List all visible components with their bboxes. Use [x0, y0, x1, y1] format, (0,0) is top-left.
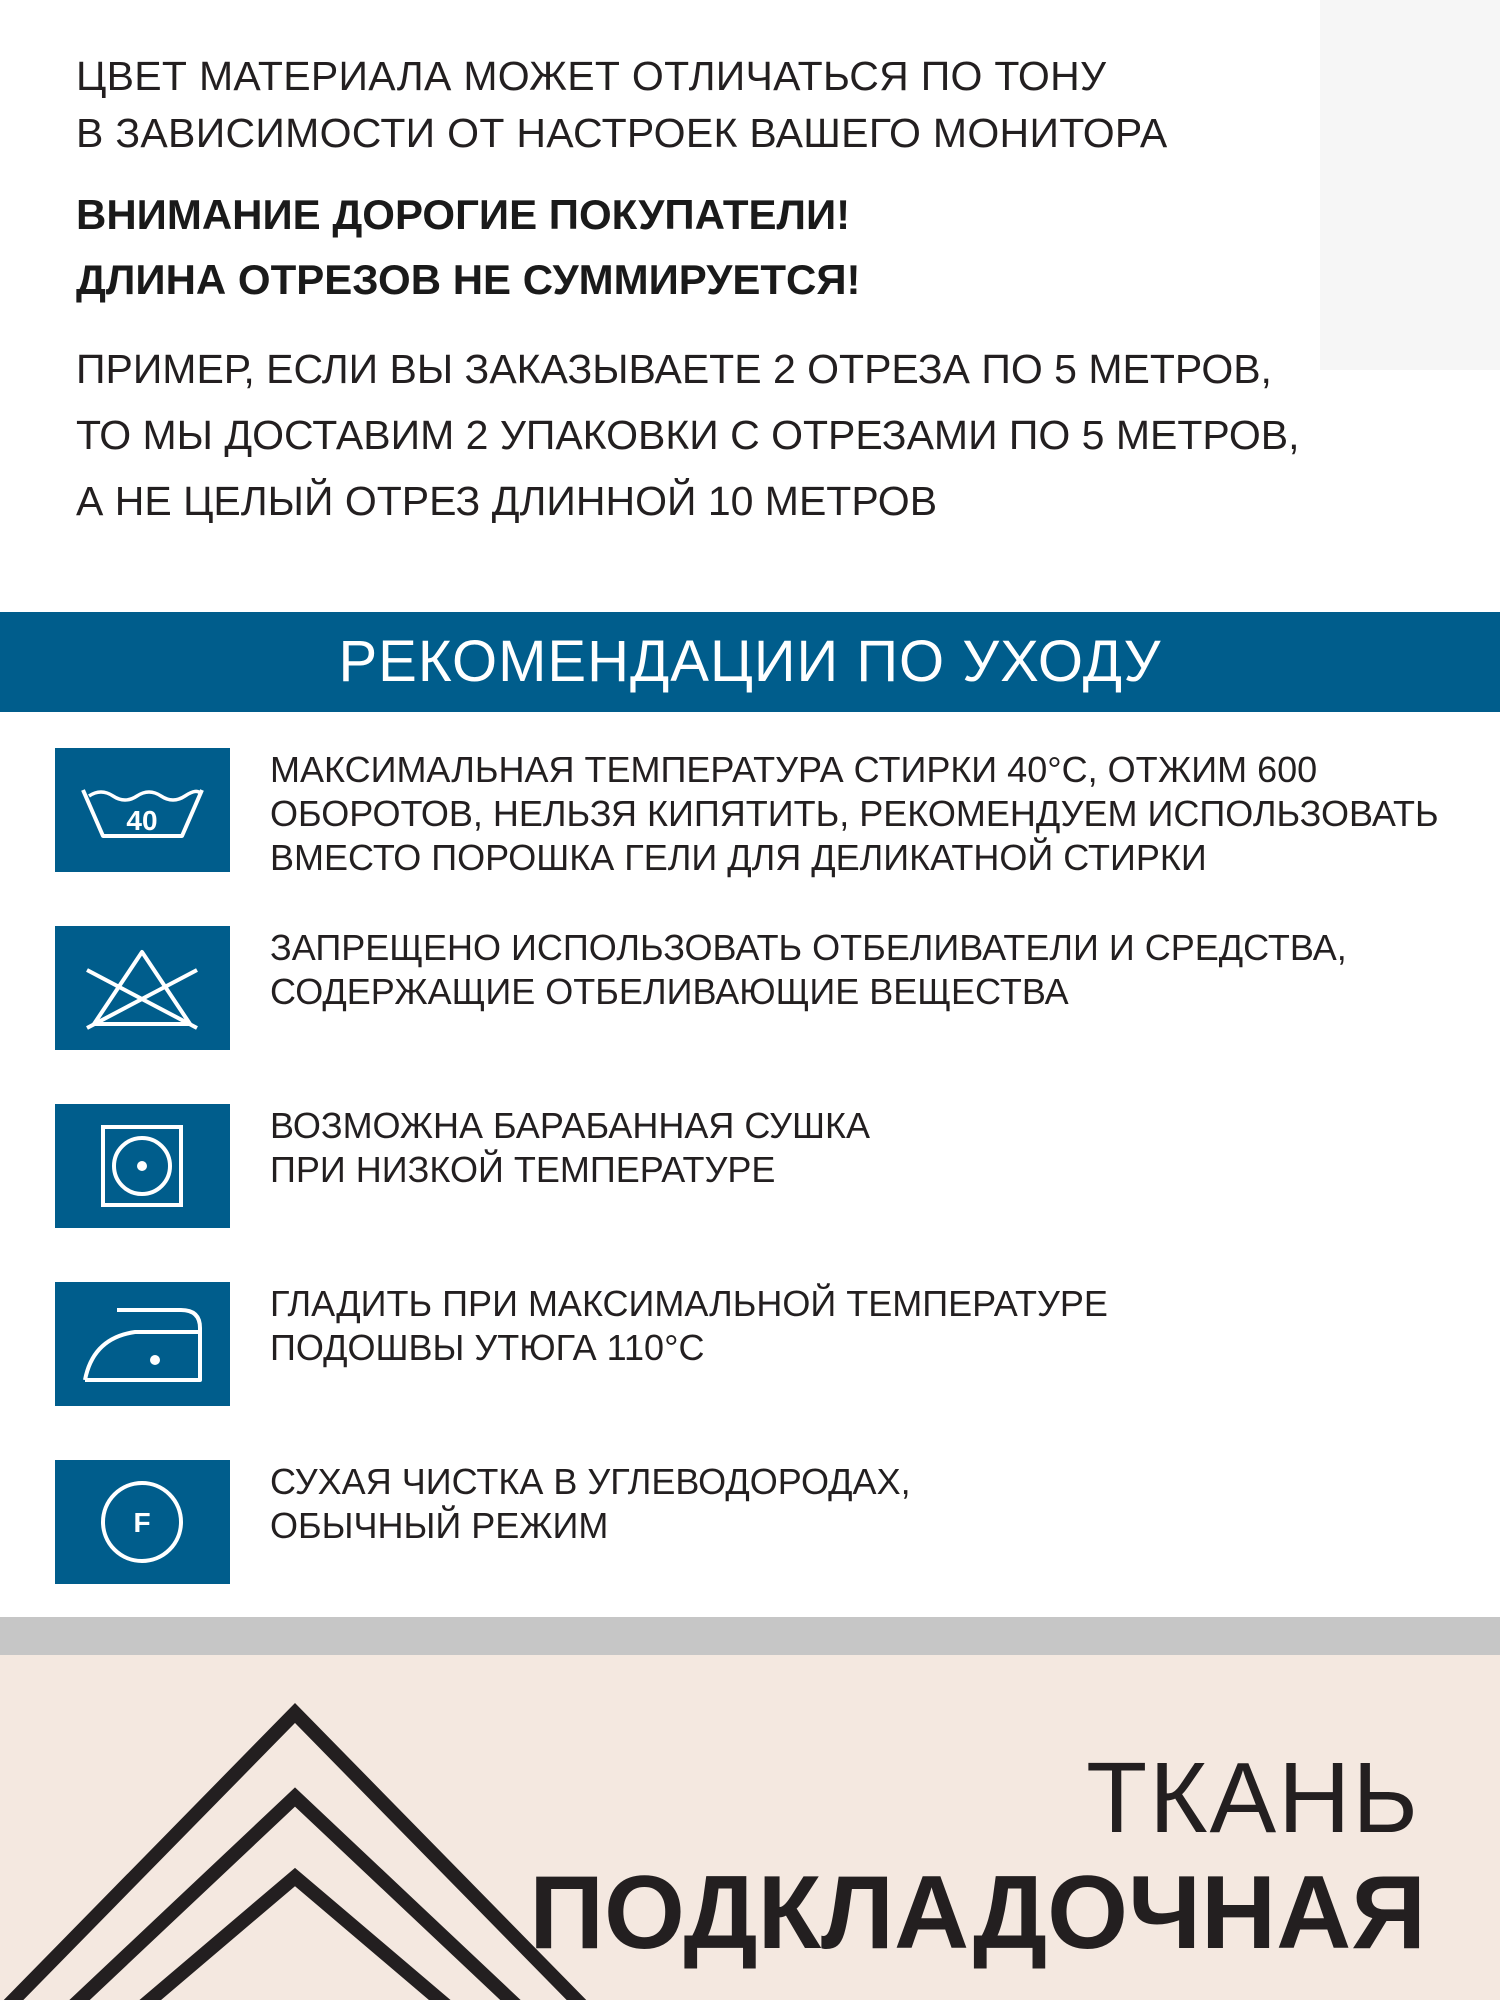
care-text-line: ОБЫЧНЫЙ РЕЖИМ — [270, 1505, 609, 1546]
care-text-line: ВМЕСТО ПОРОШКА ГЕЛИ ДЛЯ ДЕЛИКАТНОЙ СТИРКИ — [270, 837, 1207, 878]
no-bleach-icon — [55, 926, 230, 1050]
care-text-line: ЗАПРЕЩЕНО ИСПОЛЬЗОВАТЬ ОТБЕЛИВАТЕЛИ И СРЕДСТВА, — [270, 927, 1347, 968]
care-text-line: ПОДОШВЫ УТЮГА 110°С — [270, 1327, 705, 1368]
dry-clean-f-icon — [55, 1460, 230, 1584]
care-text-line: ОБОРОТОВ, НЕЛЬЗЯ КИПЯТИТЬ, РЕКОМЕНДУЕМ ИСПОЛЬЗОВАТЬ — [270, 793, 1439, 834]
care-item — [0, 748, 1500, 878]
warning-line: ВНИМАНИЕ ДОРОГИЕ ПОКУПАТЕЛИ! — [76, 191, 851, 238]
care-text-line: ВОЗМОЖНА БАРАБАННАЯ СУШКА — [270, 1105, 870, 1146]
divider-bar — [0, 1617, 1500, 1655]
care-text-line: ПРИ НИЗКОЙ ТЕМПЕРАТУРЕ — [270, 1149, 776, 1190]
care-text-line: МАКСИМАЛЬНАЯ ТЕМПЕРАТУРА СТИРКИ 40°С, ОТЖИМ 600 — [270, 749, 1318, 790]
care-text — [270, 748, 1470, 880]
example-line: ТО МЫ ДОСТАВИМ 2 УПАКОВКИ С ОТРЕЗАМИ ПО 5 МЕТРОВ, — [76, 412, 1300, 458]
care-item — [0, 926, 1500, 1050]
example-block — [76, 336, 1466, 534]
example-line: ПРИМЕР, ЕСЛИ ВЫ ЗАКАЗЫВАЕТЕ 2 ОТРЕЗА ПО 5 МЕТРОВ, — [76, 346, 1272, 392]
care-text — [270, 926, 1470, 1014]
care-text-line: ГЛАДИТЬ ПРИ МАКСИМАЛЬНОЙ ТЕМПЕРАТУРЕ — [270, 1283, 1108, 1324]
care-text — [270, 1282, 1470, 1370]
color-note-line: ЦВЕТ МАТЕРИАЛА МОЖЕТ ОТЛИЧАТЬСЯ ПО ТОНУ — [76, 53, 1107, 99]
tumble-dry-low-icon — [55, 1104, 230, 1228]
color-note — [76, 48, 1466, 162]
example-line: А НЕ ЦЕЛЫЙ ОТРЕЗ ДЛИННОЙ 10 МЕТРОВ — [76, 478, 938, 524]
dry-clean-label: F — [133, 1507, 151, 1538]
care-text — [270, 1104, 1470, 1192]
care-item — [0, 1282, 1500, 1406]
color-note-line: В ЗАВИСИМОСТИ ОТ НАСТРОЕК ВАШЕГО МОНИТОРА — [76, 110, 1168, 156]
warning-line: ДЛИНА ОТРЕЗОВ НЕ СУММИРУЕТСЯ! — [76, 256, 861, 303]
wash-40-icon — [55, 748, 230, 872]
care-text-line: СОДЕРЖАЩИЕ ОТБЕЛИВАЮЩИЕ ВЕЩЕСТВА — [270, 971, 1069, 1012]
wash-temperature-label: 40 — [126, 805, 158, 836]
care-text — [270, 1460, 1470, 1548]
iron-low-icon — [55, 1282, 230, 1406]
warning-block — [76, 182, 1466, 312]
fabric-label: ТКАНЬ — [1086, 1742, 1420, 1854]
care-item — [0, 1104, 1500, 1228]
care-item — [0, 1460, 1500, 1584]
fabric-name: ПОДКЛАДОЧНАЯ — [529, 1855, 1426, 1971]
intro-section — [76, 48, 1466, 534]
mountain-logo-icon — [0, 1655, 600, 2000]
fabric-banner — [0, 1655, 1500, 2000]
care-text-line: СУХАЯ ЧИСТКА В УГЛЕВОДОРОДАХ, — [270, 1461, 911, 1502]
care-section-title: РЕКОМЕНДАЦИИ ПО УХОДУ — [0, 612, 1500, 712]
